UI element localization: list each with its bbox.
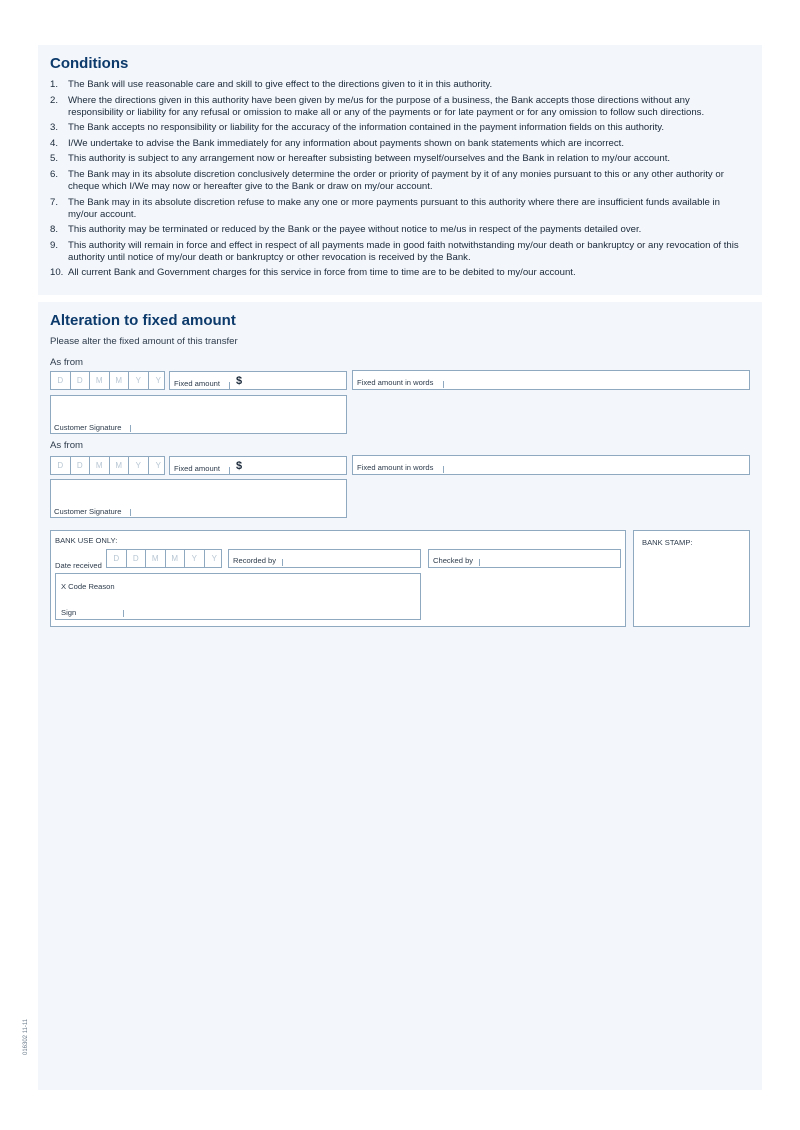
recorded-by-label: Recorded by xyxy=(233,556,277,565)
condition-text: The Bank will use reasonable care and skill to give effect to the directions given to it in this authority. xyxy=(68,79,493,90)
date-cell-month: M xyxy=(166,550,186,568)
field-tick xyxy=(130,425,131,432)
condition-item xyxy=(50,122,740,134)
condition-number: 1. xyxy=(50,79,59,90)
condition-item xyxy=(50,138,740,150)
fixed-amount-label: Fixed amount xyxy=(174,464,221,473)
customer-signature-label: Customer Signature xyxy=(54,423,122,432)
date-cell-day: D xyxy=(51,457,71,475)
field-tick xyxy=(479,559,480,566)
conditions-panel xyxy=(38,45,762,295)
fixed-amount-words-input-2[interactable] xyxy=(352,455,750,475)
condition-text: Where the directions given in this authority have been given by me/us for the purpose of a business, the Bank accepts those directions without any responsibility or liability for any refusal or omission to make all or any of the payments or for late payment or for any omission to follow such directions. xyxy=(68,94,705,118)
x-code-reason-box[interactable] xyxy=(55,573,421,620)
recorded-by-input[interactable] xyxy=(228,549,421,568)
date-cell-year: Y xyxy=(129,372,149,390)
conditions-title: Conditions xyxy=(50,55,129,72)
customer-signature-field-1[interactable] xyxy=(50,395,347,434)
condition-number: 4. xyxy=(50,137,59,149)
condition-text: The Bank may in its absolute discretion refuse to make any one or more payments pursuant to this authority where there are insufficient funds available in my/our account. xyxy=(68,196,721,220)
condition-text: I/We undertake to advise the Bank immediately for any information about payments shown on bank statements which are incorrect. xyxy=(68,137,625,149)
date-cell-month: M xyxy=(110,372,130,390)
field-tick xyxy=(130,509,131,516)
bank-use-only-title: BANK USE ONLY: xyxy=(55,536,118,545)
alteration-title: Alteration to fixed amount xyxy=(50,312,236,329)
x-code-reason-label: X Code Reason xyxy=(61,582,115,591)
condition-item xyxy=(50,240,740,264)
condition-number: 2. xyxy=(50,94,59,106)
condition-text: This authority may be terminated or reduced by the Bank or the payee without notice to me/us in respect of the payments detailed over. xyxy=(68,224,642,236)
date-cell-day: D xyxy=(71,372,91,390)
date-cell-year: Y xyxy=(129,457,149,475)
fixed-amount-input-1[interactable] xyxy=(169,371,347,390)
condition-item xyxy=(50,224,740,236)
condition-item xyxy=(50,79,740,91)
condition-text: The Bank may in its absolute discretion conclusively determine the order or priority of payment by it of any monies pursuant to this or any other authority or cheque which I/We may now or hereafter give to the Bank or draw on my/our account. xyxy=(68,168,724,192)
date-cell-year: Y xyxy=(155,461,161,470)
checked-by-label: Checked by xyxy=(433,556,474,565)
field-tick xyxy=(443,381,444,388)
as-from-date-input-2[interactable] xyxy=(50,456,165,475)
date-cell-month: M xyxy=(90,372,110,390)
date-cell-year: Y xyxy=(185,550,205,568)
date-cells-2 xyxy=(51,457,168,475)
date-cell-month: M xyxy=(110,457,130,475)
field-tick xyxy=(443,466,444,473)
condition-item xyxy=(50,197,740,221)
sign-label: Sign xyxy=(61,608,77,617)
date-cell-year: Y xyxy=(155,376,161,385)
condition-item xyxy=(50,153,740,165)
condition-text: This authority will remain in force and effect in respect of all payments made in good faith notwithstanding my/our death or bankruptcy or any revocation of this authority until notice of my/our death or bankruptcy or other revocation is received by the Bank. xyxy=(68,239,739,263)
condition-number: 6. xyxy=(50,168,59,180)
condition-number: 5. xyxy=(50,153,59,165)
date-cell-day: D xyxy=(51,372,71,390)
as-from-label: As from xyxy=(50,357,84,368)
customer-signature-field-2[interactable] xyxy=(50,479,347,518)
fixed-amount-words-label: Fixed amount in words xyxy=(357,378,434,387)
dollar-icon: $ xyxy=(236,375,243,387)
bank-use-only-box xyxy=(50,530,626,627)
condition-number: 7. xyxy=(50,196,59,208)
fixed-amount-label: Fixed amount xyxy=(174,379,221,388)
date-cell-year: Y xyxy=(211,554,217,563)
form-code: 016302 11-11 xyxy=(23,1018,29,1055)
bank-stamp-box xyxy=(633,530,750,627)
date-received-label: Date received xyxy=(55,561,102,570)
bank-stamp-label: BANK STAMP: xyxy=(642,538,693,547)
condition-item xyxy=(50,169,740,193)
fixed-amount-words-input-1[interactable] xyxy=(352,370,750,390)
field-tick xyxy=(229,382,230,389)
fixed-amount-input-2[interactable] xyxy=(169,456,347,475)
alteration-panel xyxy=(38,302,762,1090)
date-cell-day: D xyxy=(107,550,127,568)
condition-number: 9. xyxy=(50,239,59,251)
alteration-intro: Please alter the fixed amount of this transfer xyxy=(50,336,238,347)
customer-signature-label: Customer Signature xyxy=(54,507,122,516)
as-from-label: As from xyxy=(50,440,84,451)
field-tick xyxy=(229,467,230,474)
date-received-input[interactable] xyxy=(106,549,222,568)
date-cell-day: D xyxy=(71,457,91,475)
condition-item xyxy=(50,95,740,119)
checked-by-input[interactable] xyxy=(428,549,621,568)
condition-number: 8. xyxy=(50,224,59,236)
condition-number: 3. xyxy=(50,122,59,134)
date-cell-month: M xyxy=(90,457,110,475)
condition-number: 10. xyxy=(50,267,64,279)
conditions-list xyxy=(50,79,740,283)
date-cells-1 xyxy=(51,372,168,390)
as-from-date-input-1[interactable] xyxy=(50,371,165,390)
condition-text: This authority is subject to any arrangement now or hereafter subsisting between myself/ourselves and the Bank in relation to my/our account. xyxy=(68,153,671,165)
dollar-icon: $ xyxy=(236,460,243,472)
condition-text: All current Bank and Government charges for this service in force from time to time are to be debited to my/our account. xyxy=(68,267,576,279)
field-tick xyxy=(123,610,124,617)
date-cell-month: M xyxy=(146,550,166,568)
date-cell-day: D xyxy=(127,550,147,568)
condition-text: The Bank accepts no responsibility or liability for the accuracy of the information contained in the payment information fields on this authority. xyxy=(68,122,665,134)
condition-item xyxy=(50,267,740,279)
fixed-amount-words-label: Fixed amount in words xyxy=(357,463,434,472)
date-cells-received xyxy=(107,550,224,568)
field-tick xyxy=(282,559,283,566)
